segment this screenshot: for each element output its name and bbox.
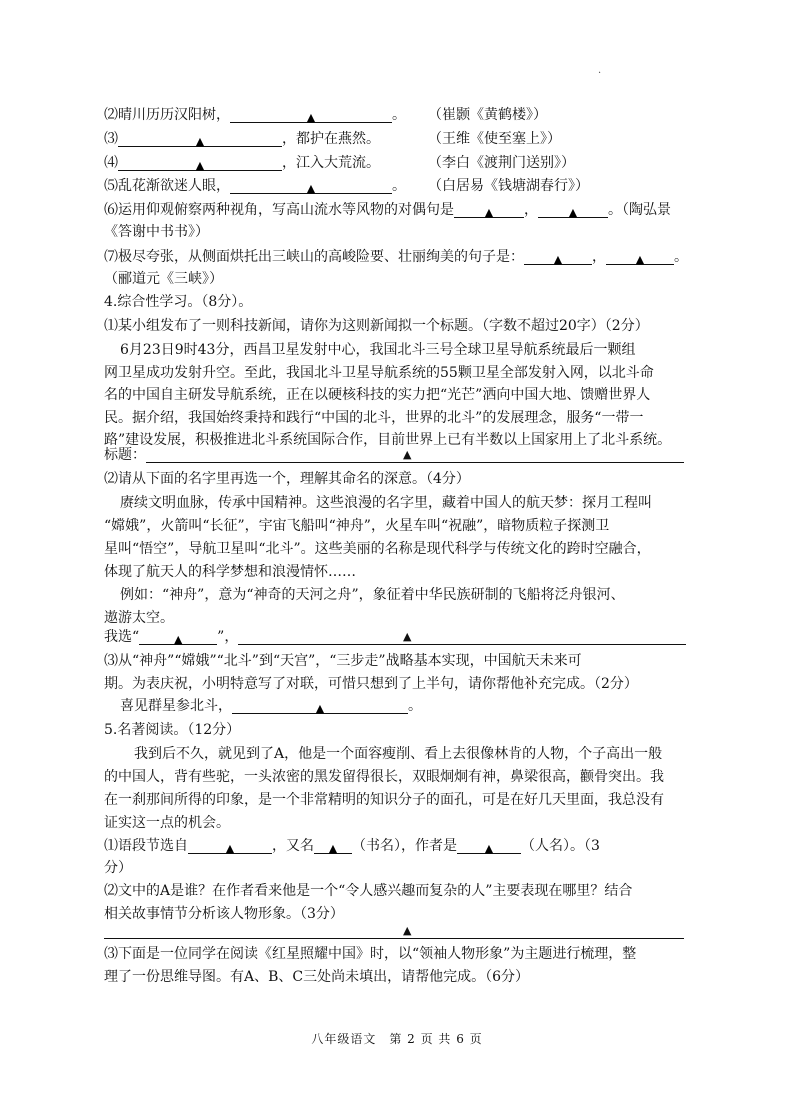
line-q3-4 — [104, 154, 380, 172]
triangle-icon: ▲ — [225, 842, 235, 855]
names-line: 星叫“悟空”，导航卫星叫“北斗”。这些美丽的名称是现代科学与传统文化的跨时空融合， — [104, 541, 651, 557]
q5-part1-line — [104, 837, 600, 855]
corner-dot: · — [598, 68, 602, 79]
example-line: 例如：“神舟”，意为“神奇的天河之舟”，象征着中华民族研制的飞船将泛舟银河、 — [120, 587, 625, 603]
q5-part2-answer-line[interactable] — [104, 938, 684, 939]
triangle-icon: ▲ — [553, 253, 563, 266]
line-q3-6-cont: 《答谢中书书》） — [104, 224, 209, 240]
q5-title: 5.名著阅读。（12分） — [104, 722, 241, 738]
line-q3-7-comma: ， — [592, 249, 606, 265]
news-line: 网卫星成功发射升空。至此，我国北斗卫星导航系统的55颗卫星全部发射入网，以北斗命 — [104, 365, 654, 381]
title-answer-line[interactable] — [146, 462, 684, 463]
line-q3-3-prefix: ⑶ — [104, 131, 118, 147]
line-q3-2-prefix: ⑵晴川历历汉阳树， — [104, 107, 230, 123]
page-footer: 八年级语文 第 2 页 共 6 页 — [311, 1032, 483, 1046]
q5-part1-b: ，又名 — [272, 838, 314, 854]
line-q3-7-prefix: ⑺极尽夸张，从侧面烘托出三峡山的高峻险要、壮丽绚美的句子是： — [104, 249, 524, 265]
line-q3-5-suffix: 。 — [392, 178, 406, 194]
names-line: 赓续文明血脉，传承中国精神。这些浪漫的名字里，藏着中国人的航天梦：探月工程叫 — [120, 495, 652, 511]
q5-part3-line: ⑶下面是一位同学在阅读《红星照耀中国》时，以“领袖人物形象”为主题进行梳理，整 — [104, 946, 637, 962]
triangle-icon: ▲ — [568, 206, 578, 219]
couplet-line — [120, 697, 422, 715]
choose-mid: ”， — [217, 629, 239, 645]
line-q3-4-prefix: ⑷ — [104, 155, 118, 171]
line-q3-6-prefix: ⑹运用仰观俯察两种视角，写高山流水等风物的对偶句是 — [104, 202, 454, 218]
answer-blank[interactable] — [118, 132, 282, 147]
answer-blank[interactable] — [538, 203, 608, 218]
names-line: “嫦娥”，火箭叫“长征”，宇宙飞船叫“神舟”，火星车叫“祝融”，暗物质粒子探测卫 — [104, 518, 610, 534]
line-q3-6-suffix: 。（陶弘景 — [608, 202, 671, 218]
answer-blank[interactable] — [606, 250, 674, 265]
choose-prefix: 我选“ — [104, 629, 140, 645]
line-q3-3 — [104, 130, 380, 148]
passage-line: 在一刹那间所得的印象，是一个非常精明的知识分子的面孔，可是在好几天里面，我总没有 — [104, 792, 664, 808]
q5-part3-line: 理了一份思维导图。有A、B、C三处尚未填出，请帮他完成。（6分） — [104, 969, 530, 985]
couplet-prefix: 喜见群星参北斗， — [120, 698, 232, 714]
q5-part2-line: 相关故事情节分析该人物形象。（3分） — [104, 906, 344, 922]
news-line: 6月23日9时43分，西昌卫星发射中心，我国北斗三号全球卫星导航系统最后一颗组 — [120, 342, 636, 358]
news-line: 民。据介绍，我国始终秉持和践行“中国的北斗，世界的北斗”的发展理念，服务“一带一 — [104, 410, 644, 426]
triangle-icon: ▲ — [484, 842, 494, 855]
q5-part1-cont: 分） — [104, 860, 132, 876]
triangle-icon: ▲ — [328, 842, 338, 855]
q4-part3-line: ⑶从“神舟”“嫦娥”“北斗”到“天宫”，“三步走”战略基本实现，中国航天未来可 — [104, 653, 582, 669]
line-q3-2 — [104, 106, 406, 124]
line-q3-5-source: （白居易《钱塘湖春行》） — [428, 178, 589, 194]
line-q3-6-comma: ， — [524, 202, 538, 218]
triangle-icon: ▲ — [484, 206, 494, 219]
triangle-icon: ▲ — [315, 702, 325, 715]
triangle-icon: ▲ — [306, 182, 316, 195]
triangle-icon: ▲ — [195, 135, 205, 148]
line-q3-2-source: （崔颢《黄鹤楼》） — [428, 107, 547, 123]
triangle-icon: ▲ — [306, 111, 316, 124]
answer-blank[interactable] — [454, 203, 524, 218]
q4-part1-prompt: ⑴某小组发布了一则科技新闻，请你为这则新闻拟一个标题。（字数不超过20字）（2分） — [104, 318, 649, 334]
line-q3-2-suffix: 。 — [392, 107, 406, 123]
triangle-icon: ▲ — [403, 630, 412, 643]
q5-part1-c: （书名），作者是 — [352, 838, 457, 854]
q5-part1-d: （人名）。（3 — [521, 838, 600, 854]
answer-blank[interactable] — [188, 839, 272, 854]
passage-line: 证实这一点的机会。 — [104, 815, 230, 831]
answer-blank[interactable] — [139, 630, 217, 645]
triangle-icon: ▲ — [173, 633, 183, 646]
q4-part3-line: 期。为表庆祝，小明特意写了对联，可惜只想到了上半句，请你帮他补充完成。（2分） — [104, 676, 638, 692]
triangle-icon: ▲ — [635, 253, 645, 266]
line-q3-5 — [104, 177, 406, 195]
news-line: 路”建设发展，积极推进北斗系统国际合作，目前世界上已有半数以上国家用上了北斗系统。 — [104, 432, 672, 448]
choose-line — [104, 628, 238, 646]
line-q3-3-source: （王维《使至塞上》） — [428, 131, 561, 147]
couplet-suffix: 。 — [408, 698, 422, 714]
line-q3-6 — [104, 201, 671, 219]
answer-blank[interactable] — [524, 250, 592, 265]
passage-line: 的中国人，背有些驼，一头浓密的黑发留得很长，双眼炯炯有神，鼻梁很高，颧骨突出。我 — [104, 769, 664, 785]
line-q3-4-source: （李白《渡荆门送别》） — [428, 155, 575, 171]
q4-part2-prompt: ⑵请从下面的名字里再选一个，理解其命名的深意。（4分） — [104, 471, 470, 487]
triangle-icon: ▲ — [403, 924, 412, 937]
line-q3-5-prefix: ⑸乱花渐欲迷人眼， — [104, 178, 230, 194]
q4-title: 4.综合性学习。（8分）。 — [104, 294, 253, 310]
news-line: 名的中国自主研发导航系统，正在以硬核科技的实力把“光芒”洒向中国大地、馈赠世界人 — [104, 387, 651, 403]
line-q3-3-suffix: ，都护在燕然。 — [282, 131, 380, 147]
answer-blank[interactable] — [230, 108, 392, 123]
passage-line: 我到后不久，就见到了A，他是一个面容瘦削、看上去很像林肯的人物，个子高出一般 — [134, 746, 663, 762]
q5-part2-line: ⑵文中的A是谁？在作者看来他是一个“令人感兴趣而复杂的人”主要表现在哪里？结合 — [104, 883, 633, 899]
names-line: 体现了航天人的科学梦想和浪漫情怀…… — [104, 564, 356, 580]
answer-blank[interactable] — [118, 156, 282, 171]
q5-part1-a: ⑴语段节选自 — [104, 838, 188, 854]
choose-answer-line[interactable] — [238, 644, 686, 645]
line-q3-7 — [104, 248, 688, 266]
line-q3-7-cont: （郦道元《三峡》） — [104, 271, 223, 287]
answer-blank[interactable] — [457, 839, 521, 854]
triangle-icon: ▲ — [403, 448, 412, 461]
line-q3-7-suffix: 。 — [674, 249, 688, 265]
answer-blank[interactable] — [230, 179, 392, 194]
answer-blank[interactable] — [314, 839, 352, 854]
triangle-icon: ▲ — [195, 159, 205, 172]
title-label: 标题： — [104, 447, 146, 463]
answer-blank[interactable] — [232, 699, 408, 714]
example-line: 遨游太空。 — [104, 610, 174, 626]
line-q3-4-suffix: ，江入大荒流。 — [282, 155, 380, 171]
